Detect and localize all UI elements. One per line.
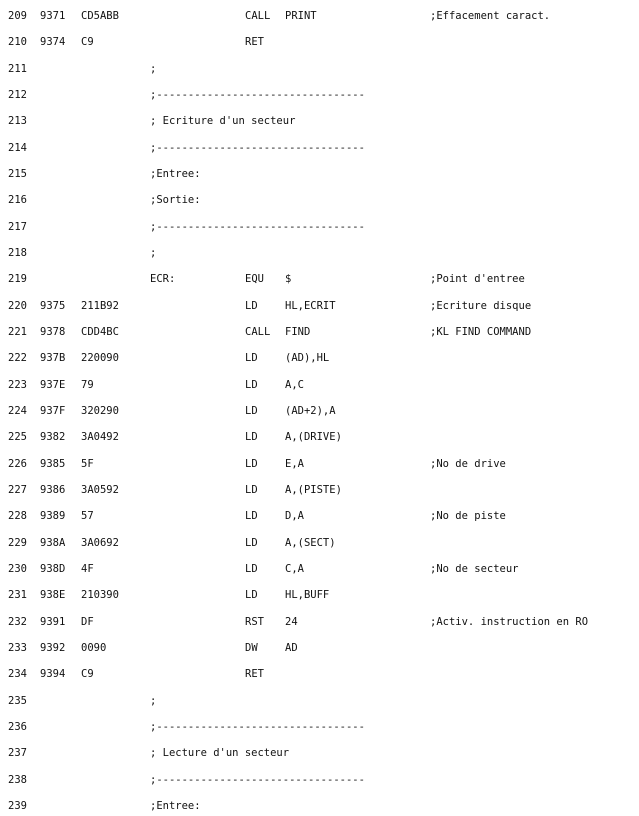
opcode: CALL xyxy=(245,10,271,22)
opcode: LD xyxy=(245,562,258,575)
line-number: 209 xyxy=(8,10,27,22)
opcode: LD xyxy=(245,352,258,365)
line-number: 213 xyxy=(8,115,27,128)
hex-code: 3A0492 xyxy=(81,431,119,444)
address: 938E xyxy=(40,589,66,602)
line-number: 239 xyxy=(8,799,27,812)
address: 9386 xyxy=(40,483,66,496)
operand: 24 xyxy=(285,615,298,628)
listing-row xyxy=(0,799,639,813)
comment-line: ; Ecriture d'un secteur xyxy=(150,115,296,128)
hex-code: 5F xyxy=(81,457,94,470)
comment: ;No de piste xyxy=(430,510,506,523)
listing-row xyxy=(0,246,639,260)
comment: ;Activ. instruction en RO xyxy=(430,615,589,628)
operand: $ xyxy=(285,273,292,286)
comment-line: ; xyxy=(150,62,157,75)
operand: HL,ECRIT xyxy=(285,299,336,312)
line-number: 227 xyxy=(8,483,27,496)
listing-row xyxy=(0,667,639,681)
address: 9371 xyxy=(40,10,66,22)
comment-line: ;--------------------------------- xyxy=(150,773,365,786)
hex-code: 3A0592 xyxy=(81,483,119,496)
hex-code: 220090 xyxy=(81,352,119,365)
hex-code: C9 xyxy=(81,668,94,681)
hex-code: 0090 xyxy=(81,641,107,654)
line-number: 214 xyxy=(8,141,27,154)
opcode: LD xyxy=(245,589,258,602)
comment: ;No de drive xyxy=(430,457,506,470)
listing-row xyxy=(0,562,639,576)
line-number: 215 xyxy=(8,167,27,180)
line-number: 230 xyxy=(8,562,27,575)
listing-row xyxy=(0,509,639,523)
hex-code: 211B92 xyxy=(81,299,119,312)
address: 937B xyxy=(40,352,66,365)
line-number: 212 xyxy=(8,88,27,101)
opcode: LD xyxy=(245,483,258,496)
label: ECR: xyxy=(150,273,176,286)
listing-row xyxy=(0,62,639,76)
hex-code: 210390 xyxy=(81,589,119,602)
listing-row xyxy=(0,114,639,128)
comment-line: ;Entree: xyxy=(150,799,201,812)
address: 9394 xyxy=(40,668,66,681)
listing-row xyxy=(0,483,639,497)
operand: FIND xyxy=(285,325,311,338)
comment-line: ; Lecture d'un secteur xyxy=(150,747,290,760)
line-number: 223 xyxy=(8,378,27,391)
hex-code: CD5ABB xyxy=(81,10,119,22)
comment-line: ;--------------------------------- xyxy=(150,141,365,154)
line-number: 238 xyxy=(8,773,27,786)
operand: E,A xyxy=(285,457,304,470)
line-number: 219 xyxy=(8,273,27,286)
address: 9374 xyxy=(40,36,66,49)
comment: ;Ecriture disque xyxy=(430,299,532,312)
listing-row xyxy=(0,88,639,102)
opcode: LD xyxy=(245,299,258,312)
comment-line: ;Entree: xyxy=(150,167,201,180)
comment-line: ;--------------------------------- xyxy=(150,88,365,101)
listing-row xyxy=(0,588,639,602)
hex-code: 57 xyxy=(81,510,94,523)
comment: ;Point d'entree xyxy=(430,273,525,286)
hex-code: 79 xyxy=(81,378,94,391)
hex-code: CDD4BC xyxy=(81,325,119,338)
address: 9385 xyxy=(40,457,66,470)
listing-row xyxy=(0,720,639,734)
listing-row xyxy=(0,272,639,286)
opcode: LD xyxy=(245,378,258,391)
comment: ;KL FIND COMMAND xyxy=(430,325,532,338)
listing-row xyxy=(0,615,639,629)
listing-row xyxy=(0,35,639,49)
operand: A,(PISTE) xyxy=(285,483,342,496)
listing-row xyxy=(0,378,639,392)
line-number: 236 xyxy=(8,720,27,733)
address: 9391 xyxy=(40,615,66,628)
operand: A,(DRIVE) xyxy=(285,431,342,444)
line-number: 210 xyxy=(8,36,27,49)
comment-line: ;--------------------------------- xyxy=(150,720,365,733)
listing-row xyxy=(0,404,639,418)
opcode: LD xyxy=(245,536,258,549)
listing-row xyxy=(0,746,639,760)
line-number: 217 xyxy=(8,220,27,233)
comment-line: ;--------------------------------- xyxy=(150,220,365,233)
operand: A,(SECT) xyxy=(285,536,336,549)
line-number: 235 xyxy=(8,694,27,707)
comment: ;No de secteur xyxy=(430,562,519,575)
opcode: LD xyxy=(245,404,258,417)
comment-line: ; xyxy=(150,694,157,707)
listing-row xyxy=(0,430,639,444)
line-number: 221 xyxy=(8,325,27,338)
line-number: 220 xyxy=(8,299,27,312)
hex-code: 320290 xyxy=(81,404,119,417)
listing-row xyxy=(0,193,639,207)
operand: A,C xyxy=(285,378,304,391)
opcode: RET xyxy=(245,36,264,49)
address: 937E xyxy=(40,378,66,391)
line-number: 224 xyxy=(8,404,27,417)
line-number: 231 xyxy=(8,589,27,602)
line-number: 216 xyxy=(8,194,27,207)
line-number: 234 xyxy=(8,668,27,681)
opcode: CALL xyxy=(245,325,271,338)
opcode: LD xyxy=(245,457,258,470)
address: 9375 xyxy=(40,299,66,312)
line-number: 232 xyxy=(8,615,27,628)
operand: (AD+2),A xyxy=(285,404,336,417)
operand: AD xyxy=(285,641,298,654)
listing-row xyxy=(0,167,639,181)
opcode: EQU xyxy=(245,273,264,286)
listing-row xyxy=(0,351,639,365)
line-number: 237 xyxy=(8,747,27,760)
line-number: 229 xyxy=(8,536,27,549)
listing-row xyxy=(0,773,639,787)
listing-row xyxy=(0,457,639,471)
listing-row xyxy=(0,641,639,655)
hex-code: C9 xyxy=(81,36,94,49)
operand: HL,BUFF xyxy=(285,589,330,602)
hex-code: DF xyxy=(81,615,94,628)
address: 938A xyxy=(40,536,66,549)
operand: PRINT xyxy=(285,10,317,22)
operand: (AD),HL xyxy=(285,352,330,365)
comment-line: ;Sortie: xyxy=(150,194,201,207)
opcode: RET xyxy=(245,668,264,681)
listing-row xyxy=(0,536,639,550)
line-number: 218 xyxy=(8,246,27,259)
listing-row xyxy=(0,9,639,23)
listing-row xyxy=(0,694,639,708)
line-number: 222 xyxy=(8,352,27,365)
operand: C,A xyxy=(285,562,304,575)
address: 9382 xyxy=(40,431,66,444)
address: 9389 xyxy=(40,510,66,523)
operand: D,A xyxy=(285,510,304,523)
listing-row xyxy=(0,141,639,155)
address: 938D xyxy=(40,562,66,575)
address: 9378 xyxy=(40,325,66,338)
opcode: RST xyxy=(245,615,264,628)
opcode: DW xyxy=(245,641,258,654)
hex-code: 4F xyxy=(81,562,94,575)
listing-row xyxy=(0,299,639,313)
comment: ;Effacement caract. xyxy=(430,10,551,22)
listing-row xyxy=(0,220,639,234)
line-number: 225 xyxy=(8,431,27,444)
line-number: 226 xyxy=(8,457,27,470)
opcode: LD xyxy=(245,431,258,444)
hex-code: 3A0692 xyxy=(81,536,119,549)
comment-line: ; xyxy=(150,246,157,259)
address: 937F xyxy=(40,404,66,417)
opcode: LD xyxy=(245,510,258,523)
address: 9392 xyxy=(40,641,66,654)
line-number: 228 xyxy=(8,510,27,523)
line-number: 211 xyxy=(8,62,27,75)
listing-row xyxy=(0,325,639,339)
line-number: 233 xyxy=(8,641,27,654)
